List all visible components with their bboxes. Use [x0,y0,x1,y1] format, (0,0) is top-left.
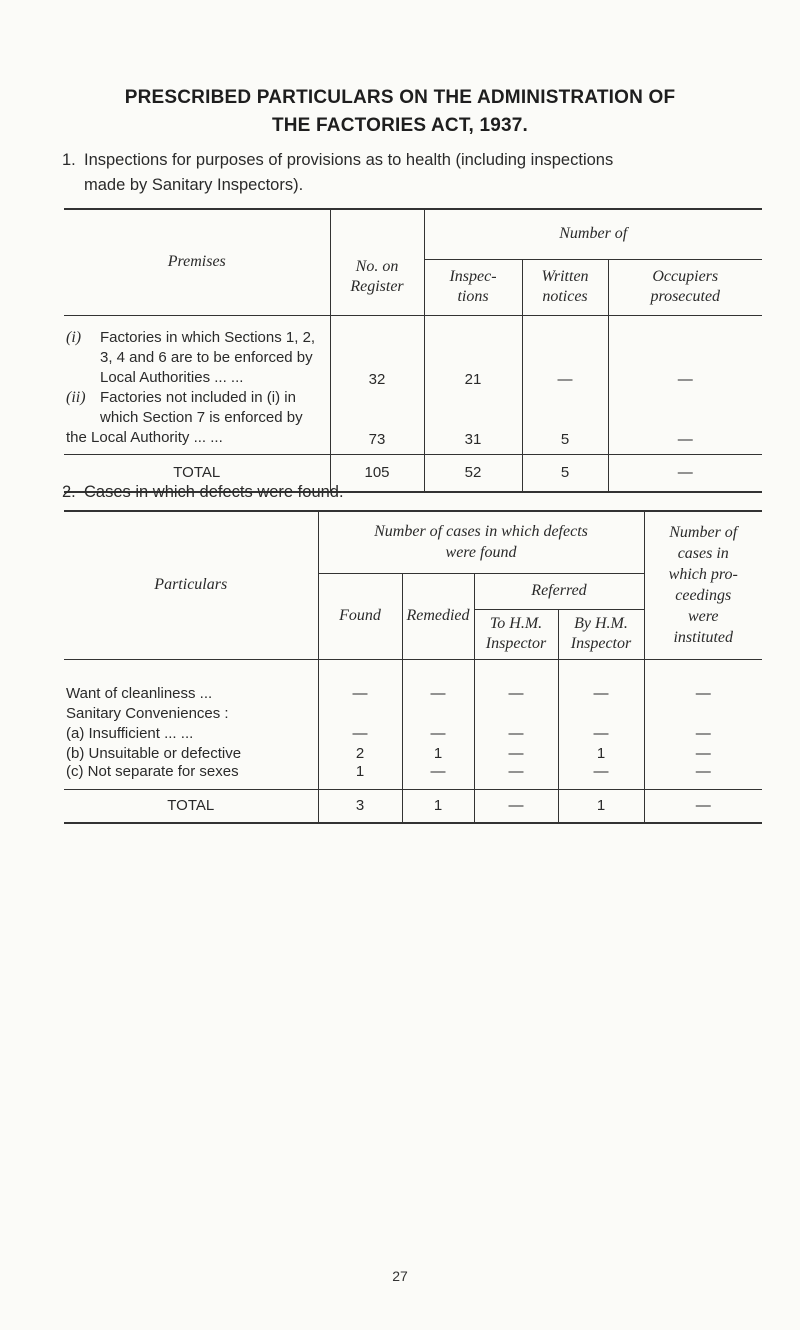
row-by-hm: — [558,763,644,789]
row-found [318,703,402,723]
row-found: — [318,723,402,743]
table-row [64,683,762,703]
row-proceedings: — [695,724,711,742]
total-prosecuted: — [677,464,693,482]
row-remedied [402,703,474,723]
row-remedied: — [402,723,474,743]
row-register-ii: 73 [330,388,424,455]
total-found: 3 [318,789,402,823]
total-label: TOTAL [64,789,318,823]
header-premises: Premises [64,209,330,315]
row-premises-ii [64,388,330,455]
row-notices-ii: 5 [522,388,608,455]
header-proceedings-line-3: which pro- [668,566,738,584]
row-register-i: 32 [330,315,424,388]
row-label-cleanliness: Want of cleanliness ... [64,683,318,703]
section-1-heading-line-1: Inspections for purposes of provisions as to health (including inspections [84,151,614,169]
header-to-hm-line-2: Inspector [485,635,547,652]
row-by-hm: 1 [558,743,644,763]
total-inspections: 52 [424,454,522,492]
total-proceedings: — [695,797,711,815]
total-label: TOTAL [64,454,330,492]
row-to-hm: — [474,683,558,703]
header-particulars: Particulars [64,511,318,659]
header-proceedings [644,511,762,659]
section-1-heading-line-1-wrap [62,148,772,172]
row-label-unsuitable: (b) Unsuitable or defective [64,743,318,763]
row-by-hm: — [558,683,644,703]
header-proceedings-line-2: cases in [677,545,729,563]
header-found: Found [318,573,402,659]
row-remedied: — [402,763,474,789]
header-by-hm-line-1: By H.M. [574,615,628,632]
table-row [64,315,762,388]
row-proceedings: — [695,744,711,762]
inspections-table [64,208,762,493]
row-to-hm: — [474,763,558,789]
row-label-insufficient: (a) Insufficient ... ... [64,723,318,743]
row-label-not-separate: (c) Not separate for sexes [64,763,318,789]
total-remedied: 1 [402,789,474,823]
row-text-line-3: the Local Authority ... ... [66,428,223,446]
total-row [64,789,762,823]
table-row [64,743,762,763]
header-group [318,511,644,573]
row-to-hm: — [474,743,558,763]
header-number-of: Number of [424,209,762,259]
header-proceedings-line-4: ceedings [675,587,732,605]
row-prosecuted-ii: — [608,388,762,455]
title-line-2: THE FACTORIES ACT, 1937. [271,115,529,136]
defects-table [64,510,762,824]
row-inspections-ii: 31 [424,388,522,455]
row-premises-i [64,315,330,388]
header-prosecuted-line-1: Occupiers [652,268,719,285]
header-inspections-line-1: Inspec- [449,268,497,285]
header-proceedings-line-1: Number of [669,524,738,542]
header-to-hm [474,609,558,659]
row-text-line-2: 3, 4 and 6 are to be enforced by [100,348,313,366]
section-1-num: 1. [62,151,76,169]
total-register: 105 [330,454,424,492]
row-text-line-1: Factories not included in (i) in [100,388,296,406]
header-referred: Referred [474,573,644,609]
row-notices-i: — [522,315,608,388]
table-row [64,703,762,723]
row-proceedings [644,703,762,723]
header-group-line-2: were found [445,544,517,562]
header-register-line-1: No. on [355,258,399,276]
row-remedied: 1 [402,743,474,763]
title-line-1: PRESCRIBED PARTICULARS ON THE ADMINISTRATION OF [124,87,676,108]
header-by-hm-line-2: Inspector [570,635,632,652]
row-found: 1 [318,763,402,789]
header-prosecuted-line-2: prosecuted [650,288,721,305]
row-found: 2 [318,743,402,763]
header-group-line-1: Number of cases in which defects [374,523,588,541]
header-proceedings-line-6: instituted [673,629,734,647]
row-by-hm [558,703,644,723]
header-notices-line-1: Written [541,268,589,285]
header-prosecuted [608,259,762,315]
total-notices: 5 [522,454,608,492]
header-notices [522,259,608,315]
table-row [64,388,762,455]
row-num: (i) [66,328,82,346]
page-number: 27 [392,1268,408,1284]
row-to-hm: — [474,723,558,743]
row-found: — [318,683,402,703]
row-label-sanitary: Sanitary Conveniences : [64,703,318,723]
row-num: (ii) [66,388,86,406]
section-2-heading-wrap [62,480,344,504]
section-2-num: 2. [62,483,76,501]
section-1-heading-line-2: made by Sanitary Inspectors). [84,176,304,194]
row-to-hm [474,703,558,723]
row-remedied: — [402,683,474,703]
row-text-line-2: which Section 7 is enforced by [100,408,303,426]
header-to-hm-line-1: To H.M. [489,615,543,632]
header-remedied: Remedied [402,573,474,659]
row-text-line-1: Factories in which Sections 1, 2, [100,328,316,346]
header-register-line-2: Register [350,278,404,296]
header-inspections-line-2: tions [457,288,489,305]
row-proceedings: — [644,763,762,789]
table-row [64,763,762,789]
page-title [0,84,800,140]
header-register [330,209,424,315]
header-by-hm [558,609,644,659]
header-inspections [424,259,522,315]
row-proceedings: — [695,684,711,702]
table-row [64,723,762,743]
row-text-line-3: Local Authorities ... ... [100,368,244,386]
section-2-heading: Cases in which defects were found. [84,483,344,501]
total-to-hm: — [474,789,558,823]
total-by-hm: 1 [558,789,644,823]
header-proceedings-line-5: were [687,608,719,626]
row-by-hm: — [558,723,644,743]
row-prosecuted-i: — [677,370,693,388]
row-inspections-i: 21 [424,315,522,388]
header-notices-line-2: notices [542,288,588,305]
